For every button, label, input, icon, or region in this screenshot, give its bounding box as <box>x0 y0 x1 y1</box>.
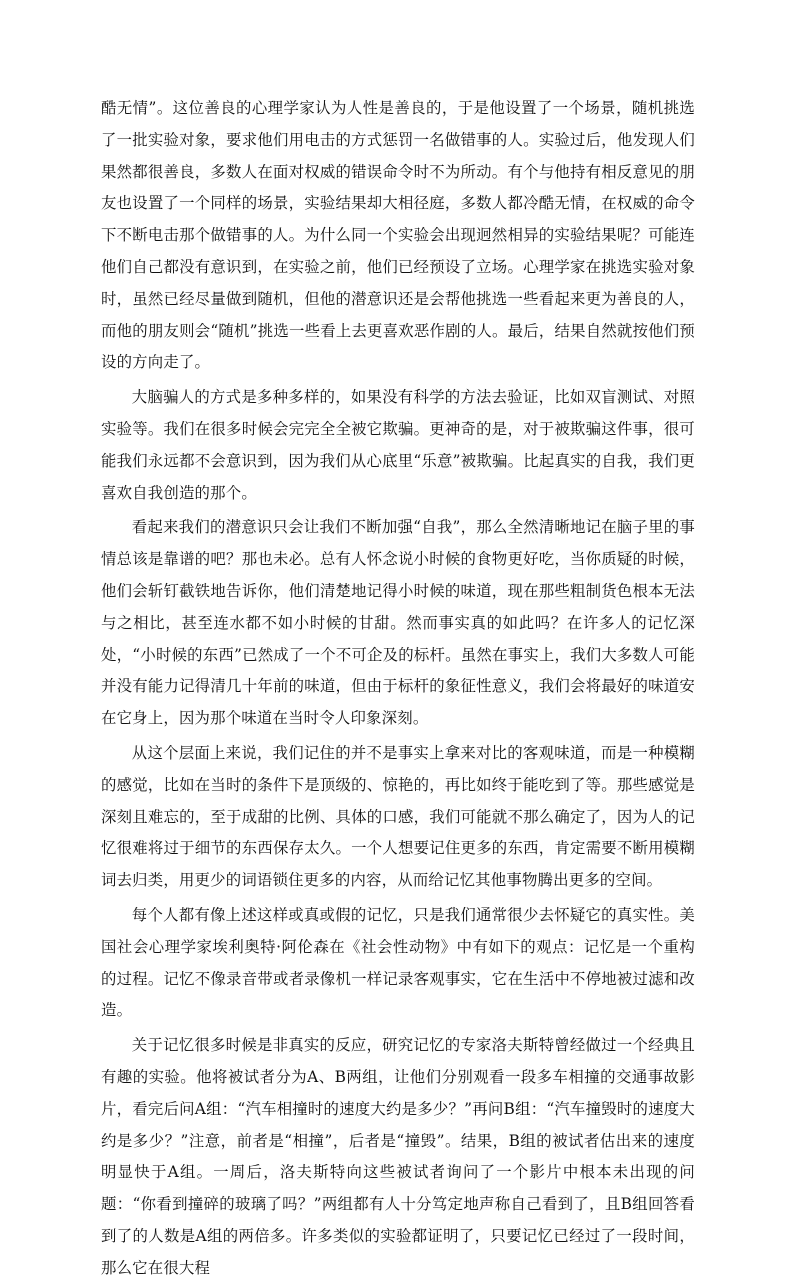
paragraph-1: 酷无情”。这位善良的心理学家认为人性是善良的，于是他设置了一个场景，随机挑选了一批实验对象，要求他们用电击的方式惩罚一名做错事的人。实验过后，他发现人们果然都很善良，多数人在面对权威的错误命令时不为所动。有个与他持有相反意见的朋友也设置了一个同样的场景，实验结果却大相径庭，多数人都冷酷无情，在权威的命令下不断电击那个做错事的人。为什么同一个实验会出现迥然相异的实验结果呢？可能连他们自己都没有意识到，在实验之前，他们已经预设了立场。心理学家在挑选实验对象时，虽然已经尽量做到随机，但他的潜意识还是会帮他挑选一些看起来更为善良的人，而他的朋友则会“随机”挑选一些看上去更喜欢恶作剧的人。最后，结果自然就按他们预设的方向走了。 <box>101 99 695 372</box>
paragraph-2: 大脑骗人的方式是多种多样的，如果没有科学的方法去验证，比如双盲测试、对照实验等。我们在很多时候会完完全全被它欺骗。更神奇的是，对于被欺骗这件事，很可能我们永远都不会意识到，因为我们从心底里“乐意”被欺骗。比起真实的自我，我们更喜欢自我创造的那个。 <box>101 388 695 502</box>
document-body <box>101 93 695 1287</box>
paragraph-5: 每个人都有像上述这样或真或假的记忆，只是我们通常很少去怀疑它的真实性。美国社会心理学家埃利奥特·阿伦森在《社会性动物》中有如下的观点：记忆是一个重构的过程。记忆不像录音带或者录像机一样记录客观事实，它在生活中不停地被过滤和改造。 <box>101 905 695 1020</box>
paragraph-6: 关于记忆很多时候是非真实的反应，研究记忆的专家洛夫斯特曾经做过一个经典且有趣的实验。他将被试者分为A、B两组，让他们分别观看一段多车相撞的交通事故影片，看完后问A组：“汽车相撞时的速度大约是多少？”再问B组：“汽车撞毁时的速度大约是多少？”注意，前者是“相撞”，后者是“撞毁”。结果，B组的被试者估出来的速度明显快于A组。一周后，洛夫斯特向这些被试者询问了一个影片中根本未出现的问题：“你看到撞碎的玻璃了吗？”两组都有人十分笃定地声称自己看到了，且B组回答看到了的人数是A组的两倍多。许多类似的实验都证明了，只要记忆已经过了一段时间，那么它在很大程 <box>101 1036 695 1277</box>
paragraph-3: 看起来我们的潜意识只会让我们不断加强“自我”，那么全然清晰地记在脑子里的事情总该是靠谱的吧？那也未必。总有人怀念说小时候的食物更好吃，当你质疑的时候，他们会斩钉截铁地告诉你，他们清楚地记得小时候的味道，现在那些粗制货色根本无法与之相比，甚至连水都不如小时候的甘甜。然而事实真的如此吗？在许多人的记忆深处，“小时候的东西”已然成了一个不可企及的标杆。虽然在事实上，我们大多数人可能并没有能力记得清几十年前的味道，但由于标杆的象征性意义，我们会将最好的味道安在它身上，因为那个味道在当时令人印象深刻。 <box>101 518 695 728</box>
paragraph-4: 从这个层面上来说，我们记住的并不是事实上拿来对比的客观味道，而是一种模糊的感觉，比如在当时的条件下是顶级的、惊艳的，再比如终于能吃到了等。那些感觉是深刻且难忘的，至于成甜的比例、具体的口感，我们可能就不那么确定了，因为人的记忆很难将过于细节的东西保存太久。一个人想要记住更多的东西，肯定需要不断用模糊词去归类，用更少的词语锁住更多的内容，从而给记忆其他事物腾出更多的空间。 <box>101 743 695 890</box>
